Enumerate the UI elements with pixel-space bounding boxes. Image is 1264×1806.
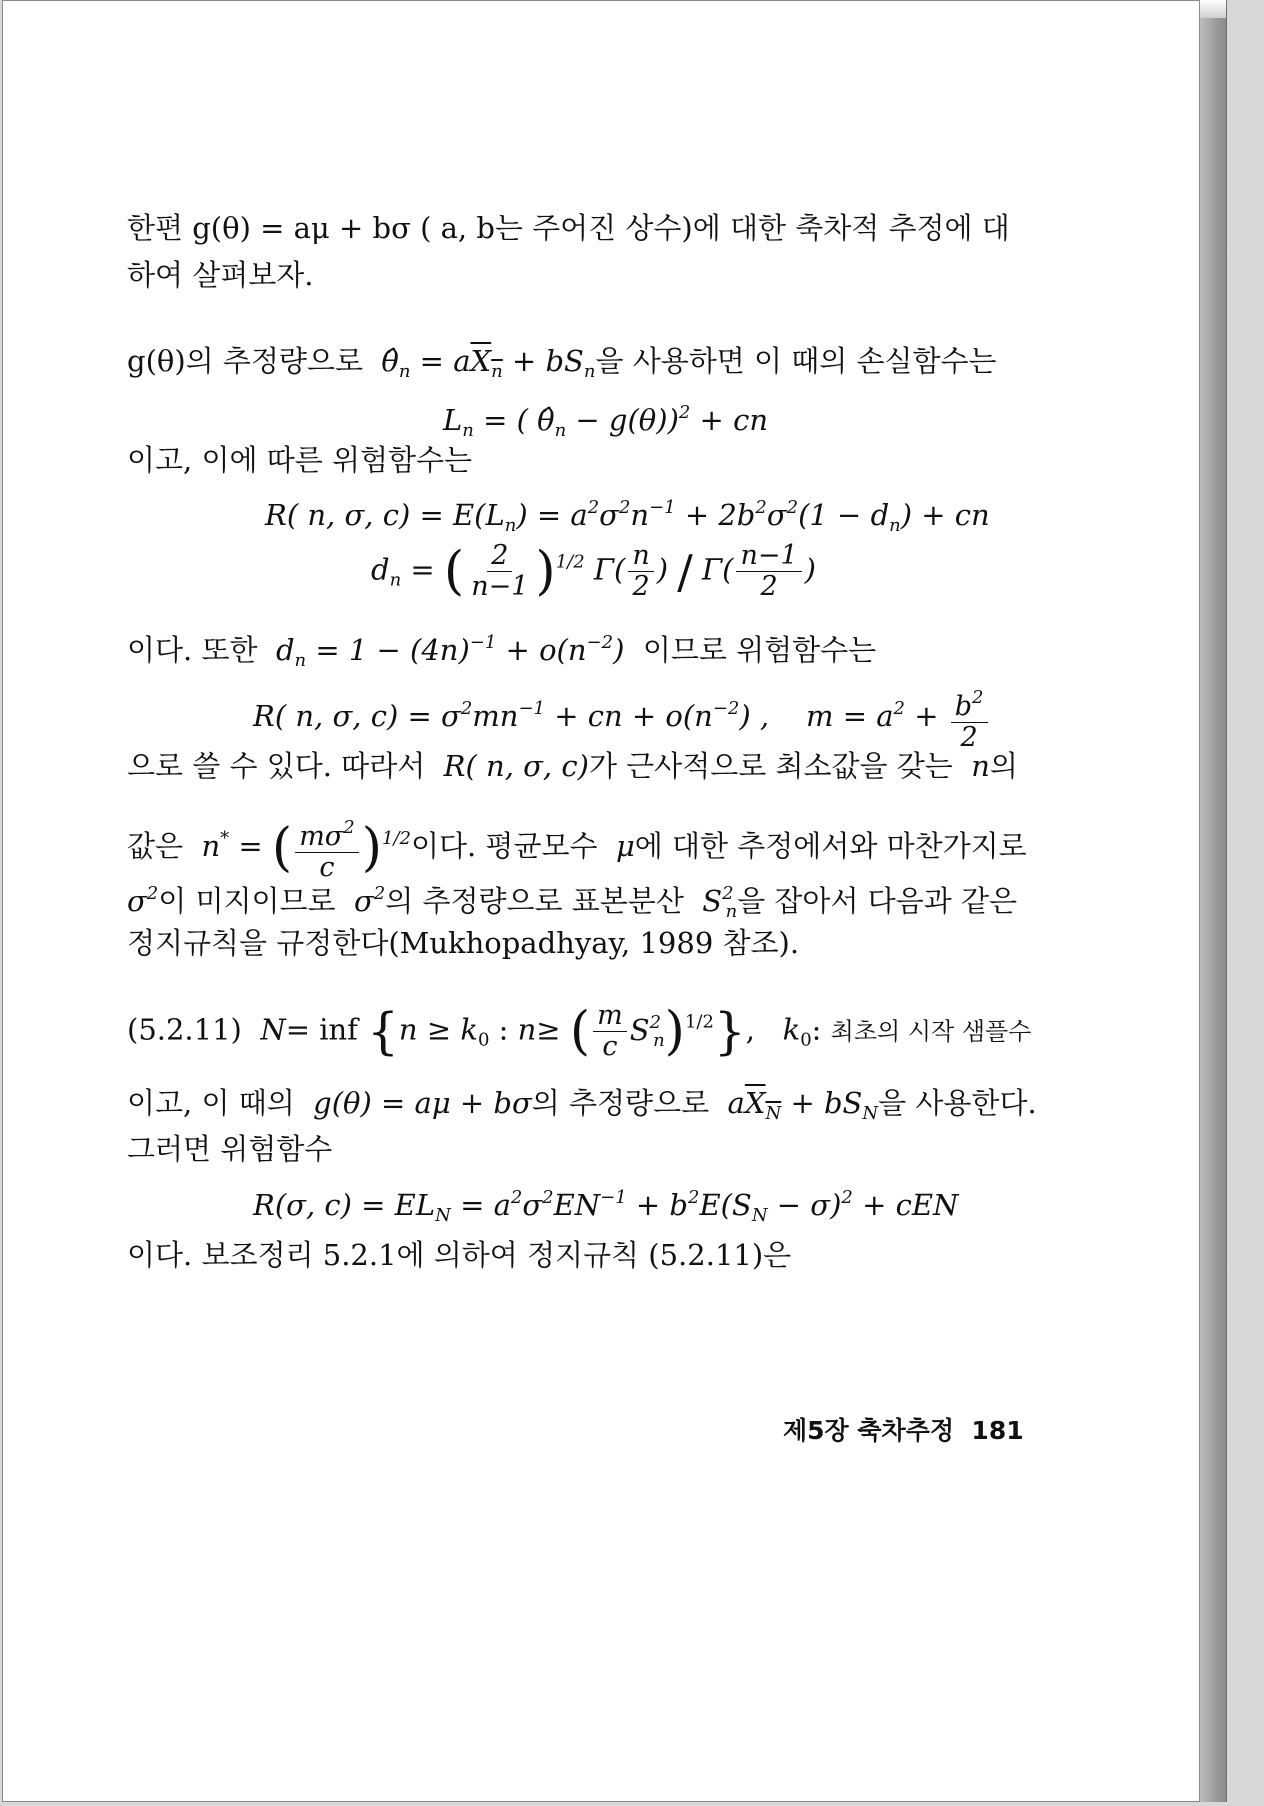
text-line [127,1086,1037,1131]
sample-variance-symbol: $S^2_n$ [702,883,738,922]
p9-a: 이고, 이 때의 [127,1086,295,1120]
p2-line1-a: g(θ)의 추정량으로 [127,344,363,378]
text-line [127,926,799,960]
p3-line1: 이고, 이에 따른 위험함수는 [127,443,473,477]
p7-b: 의 추정량으로 표본분산 [385,884,684,918]
p2-line1-b: 을 사용하면 이 때의 손실함수는 [595,344,997,378]
page-number: 181 [971,1416,1024,1445]
page-footer [783,1411,1024,1447]
text-line [127,344,997,389]
text-line [127,626,876,678]
optimal-n-formula: n* = ( $\frac{m\sigma^2}{c}$ )$^{1/2}$ [201,829,411,863]
p7-a: 이 미지이므로 [158,884,336,918]
p5-b: 가 근사적으로 최소값을 갖는 [588,749,953,783]
p7-c: 을 잡아서 다음과 같은 [737,884,1017,918]
p10: 그러면 위험함수 [127,1132,333,1166]
chapter-title: 제5장 축차추정 [783,1416,954,1445]
stopping-rule-equation: (5.2.11) N= inf {$n \ge k_0$ : n≥ ( $\frac{m}{c}$ $S^2_n)^{1/2}$}, $k_0$: 최초의 시작 샘플수 [127,1000,1032,1062]
p5-c: 의 [989,749,1018,783]
risk-N-equation: R(σ, $c) = EL_N = a^2\sigma^2EN^{-1} + b^2E(S_N - \sigma)^2$ + cEN [253,1187,959,1226]
approx-risk-equation: R( n, σ, $c) = \sigma^2mn^{-1}$ + cn + $o(n^{-2})$ , $m = a^2$ + $\frac{b^2}{2}$ [253,683,991,753]
estimator-N-formula: $aX_N + bS_N$ [727,1086,879,1124]
loss-equation: $L_n$ = ( $\thetâ_n - g(\theta))^2$ + cn [443,402,768,441]
book-page [2,0,1200,1802]
sigma-sq-symbol: $\sigma^2$ [127,883,159,918]
target-formula: g(θ) = aμ + bσ [313,1086,532,1120]
page-edge [1200,0,1227,1802]
risk-equation: R( n, σ, $c) = E(L_n) = a^2\sigma^2n^{-1} + 2b^2\sigma^2(1 - d_n)$ + cn [265,497,990,536]
p9-c: 을 사용한다. [878,1086,1037,1120]
n-symbol: n [971,749,990,783]
dn-approx-formula: $d_n = 1 - (4n)^{-1} + o(n^{-2})$ [275,632,625,671]
p8: 정지규칙을 규정한다(Mukhopadhyay, 1989 참조). [127,926,800,960]
mu-symbol: μ [615,829,635,863]
p9-b: 의 추정량으로 [531,1086,710,1120]
p11: 이다. 보조정리 5.2.1에 의하여 정지규칙 (5.2.11)은 [127,1238,792,1272]
text-line [127,1132,332,1166]
estimator-formula: $\thetâ_n = aX_n + bS_n$ [381,344,596,382]
risk-term: R( n, σ, c) [443,749,589,783]
p4-b: 이므로 위험함수는 [642,633,877,667]
text-line [127,813,1027,883]
text-line [127,211,1010,245]
text-line [127,1238,791,1272]
p6-c: 에 대한 추정에서와 마찬가지로 [634,829,1027,863]
text-line [127,877,1017,929]
p1-line2: 하여 살펴보자. [127,258,314,292]
p4-a: 이다. 또한 [127,633,258,667]
p6-b: 이다. 평균모수 [410,829,598,863]
sigma-sq-symbol: $\sigma^2$ [354,883,386,918]
p5-a: 으로 쓸 수 있다. 따라서 [127,749,426,783]
k0-note: 최초의 시작 샘플수 [830,1017,1032,1046]
text-line [127,258,314,292]
text-line [127,749,1018,783]
text-line [127,443,472,477]
p6-a: 값은 [127,829,184,863]
p1-line1: 한편 g(θ) = aμ + bσ ( a, b는 주어진 상수)에 대한 축차적 추정에 대 [127,211,1010,245]
eq-label: (5.2.11) [127,1012,242,1047]
dn-equation: $d_n$ = ( $\frac{2}{n-1}$ )$^{1/2}$ Γ( $\frac{n}{2}$ ) / Γ( $\frac{n-1}{2}$ ) [371,540,816,602]
